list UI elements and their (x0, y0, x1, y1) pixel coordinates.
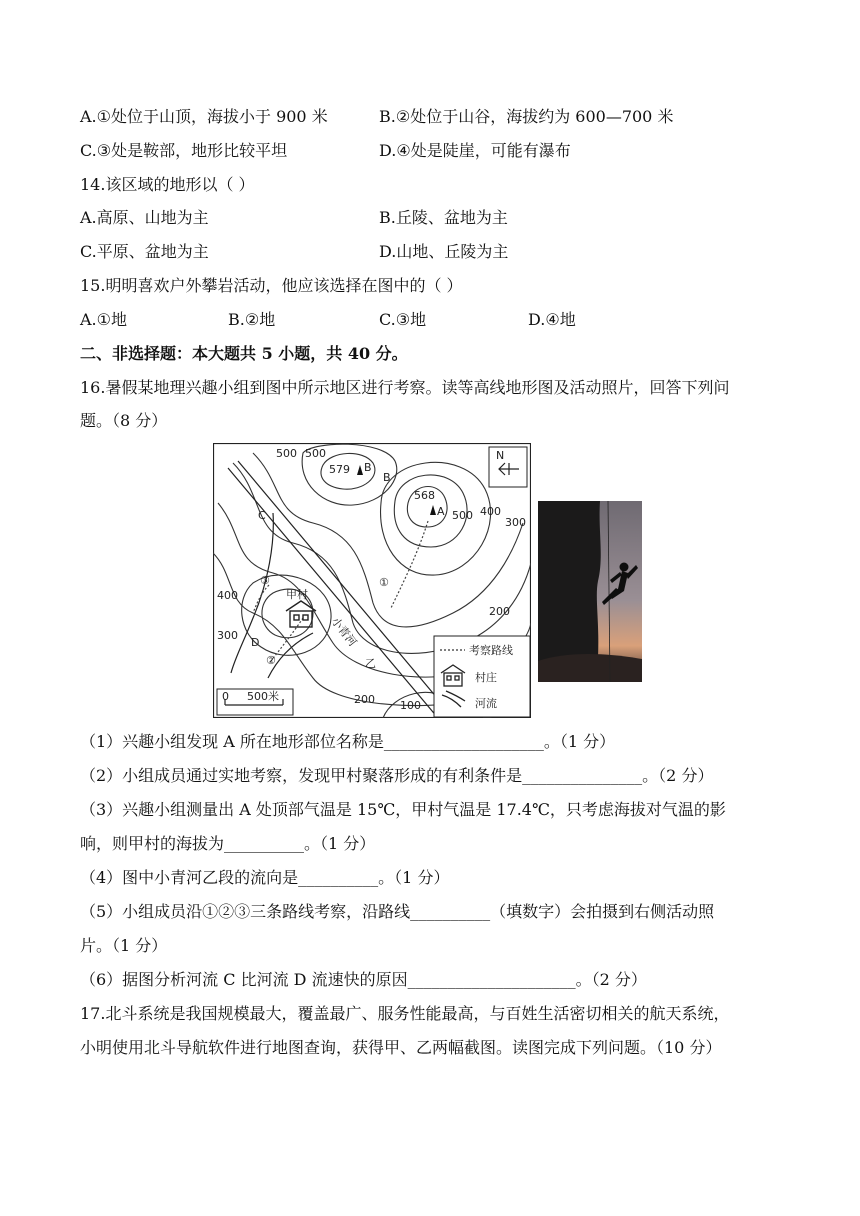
q16-sub1: （1）兴趣小组发现 A 所在地形部位名称是____________________。（1 分） (80, 732, 616, 751)
route-2-label: ② (266, 654, 276, 667)
village-label: 甲村 (286, 588, 308, 601)
scale-zero-label: 0 (222, 690, 229, 703)
point-b-label: B (383, 471, 391, 484)
q13-option-d: D.④处是陡崖，可能有瀑布 (379, 141, 571, 160)
q15-stem: 15.明明喜欢户外攀岩活动，他应该选择在图中的（ ） (80, 276, 463, 295)
q14-option-b: B.丘陵、盆地为主 (379, 208, 508, 227)
q14-option-c: C.平原、盆地为主 (80, 242, 209, 261)
contour-label: 500 (305, 447, 326, 460)
q16-sub5-line1: （5）小组成员沿①②③三条路线考察，沿路线__________（填数字）会拍摄到右侧活动照 (80, 902, 715, 921)
q14-option-a: A.高原、山地为主 (80, 208, 209, 227)
scale-distance-label: 500米 (247, 690, 279, 703)
q16-stem-line2: 题。（8 分） (80, 411, 168, 430)
rock-climbing-photo (538, 501, 642, 682)
q16-sub5-line2: 片。（1 分） (80, 936, 168, 955)
legend-river-label: 河流 (475, 697, 497, 710)
route-1-label: ① (379, 576, 389, 589)
elevation-label: 568 (414, 489, 435, 502)
q14-option-d: D.山地、丘陵为主 (379, 242, 509, 261)
q16-sub3-line2: 响，则甲村的海拔为__________。（1 分） (80, 834, 376, 853)
contour-label: 300 (505, 516, 526, 529)
elevation-label: 579 (329, 463, 350, 476)
contour-label: 400 (480, 505, 501, 518)
legend-village-label: 村庄 (475, 671, 497, 684)
river-name-label: 小青河 (328, 614, 360, 649)
q15-option-a: A.①地 (80, 310, 127, 329)
contour-label: 500 (452, 509, 473, 522)
q16-sub6: （6）据图分析河流 C 比河流 D 流速快的原因_____________________。（2 分） (80, 970, 647, 989)
q17-stem-line1: 17.北斗系统是我国规模最大，覆盖最广、服务性能最高，与百姓生活密切相关的航天系统， (80, 1004, 730, 1023)
contour-label: 200 (489, 605, 510, 618)
contour-map (213, 443, 531, 718)
q17-stem-line2: 小明使用北斗导航软件进行地图查询，获得甲、乙两幅截图。读图完成下列问题。（10 分） (80, 1038, 722, 1057)
q13-option-c: C.③处是鞍部，地形比较平坦 (80, 141, 288, 160)
river-d-label: D (251, 636, 260, 649)
q13-option-b: B.②处位于山谷，海拔约为 600—700 米 (379, 107, 674, 126)
route-3-label: ③ (260, 574, 270, 587)
contour-label: 100 (400, 699, 421, 712)
peak-b-label: B (364, 461, 372, 474)
river-segment-label: 乙 (365, 657, 376, 670)
contour-label: 200 (354, 693, 375, 706)
q15-option-d: D.④地 (528, 310, 576, 329)
q16-sub2: （2）小组成员通过实地考察，发现甲村聚落形成的有利条件是_______________。（2 分） (80, 766, 714, 785)
legend-route-label: 考察路线 (469, 644, 513, 657)
q13-option-a: A.①处位于山顶，海拔小于 900 米 (80, 107, 328, 126)
section-heading: 二、非选择题：本大题共 5 小题，共 40 分。 (80, 344, 408, 363)
peak-a-label: A (437, 505, 445, 518)
q16-sub4: （4）图中小青河乙段的流向是__________。（1 分） (80, 868, 450, 887)
contour-label: 400 (217, 589, 238, 602)
river-c-label: C (258, 509, 266, 522)
q16-stem-line1: 16.暑假某地理兴趣小组到图中所示地区进行考察。读等高线地形图及活动照片，回答下列问 (80, 378, 730, 397)
contour-label: 300 (217, 629, 238, 642)
q15-option-b: B.②地 (228, 310, 276, 329)
q15-option-c: C.③地 (379, 310, 427, 329)
q14-stem: 14.该区域的地形以（ ） (80, 175, 255, 194)
north-label: N (496, 449, 505, 462)
contour-label: 500 (276, 447, 297, 460)
q16-sub3-line1: （3）兴趣小组测量出 A 处顶部气温是 15℃，甲村气温是 17.4℃，只考虑海拔对气温的影 (80, 800, 726, 819)
